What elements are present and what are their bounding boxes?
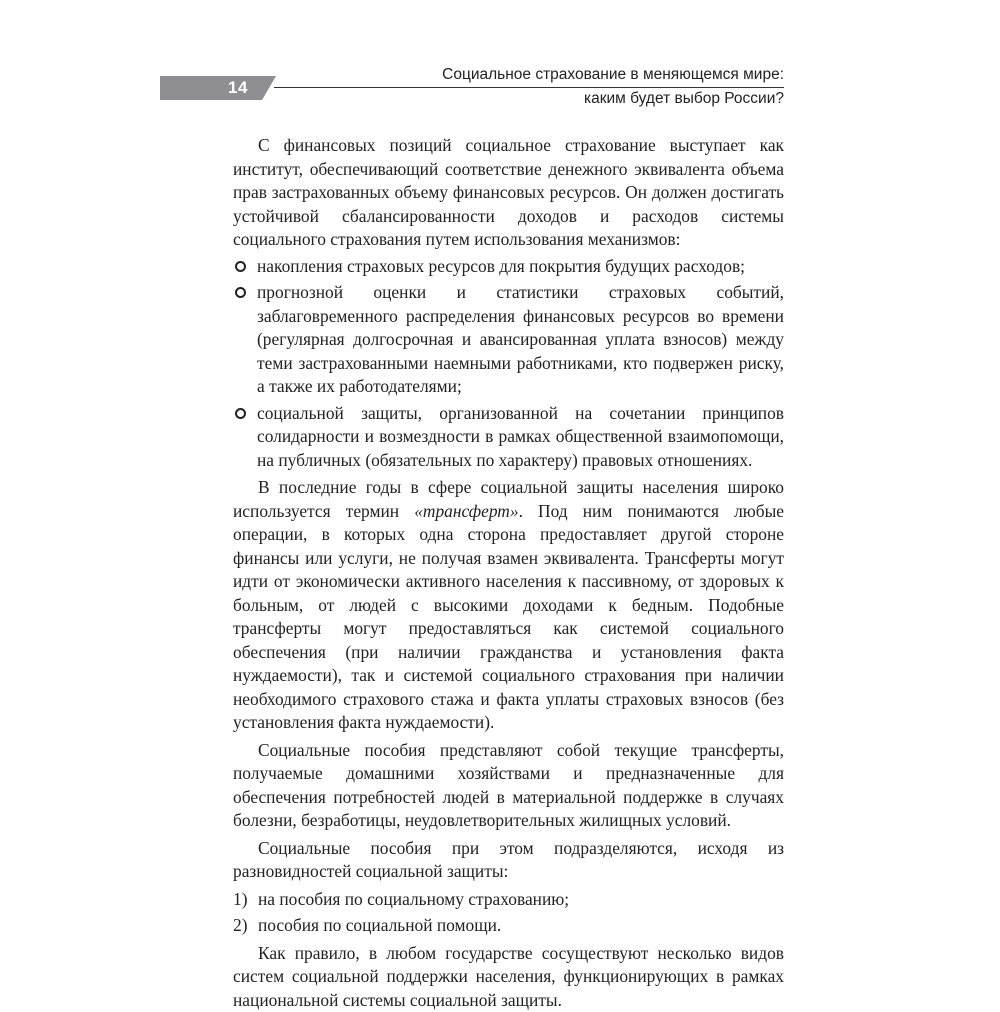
paragraph-transfer (233, 476, 784, 735)
circle-bullet-icon (235, 287, 246, 298)
bullet-item (233, 402, 784, 473)
paragraph-transfer-rest: . Под ним понимаются любые операции, в которых одна сторона предоставляет другой стороне финансы или услуги, не получая взамен эквивалента. Трансферты могут идти от экономически активного населения к пассивному, от здоровых к больным, от людей с высокими доходами к бедным. Подобные трансферты могут предоставляться как системой социального обеспечения (при наличии гражданства и установления факта нуждаемости), так и системой социального страхования при наличии необходимого страхового стажа и факта уплаты страховых взносов (без установления факта нуждаемости). (233, 501, 784, 733)
item-number: 1) (233, 888, 258, 912)
running-head-line-1: Социальное страхование в меняющемся мире: (442, 63, 784, 87)
paragraph-conclusion: Как правило, в любом государстве сосуществуют несколько видов систем социальной поддержки населения, функционирующих в рамках национальной системы социальной защиты. (233, 942, 784, 1012)
running-head (442, 63, 784, 111)
page-number-tab (160, 76, 276, 100)
page-body (233, 134, 784, 1012)
bullet-text: накопления страховых ресурсов для покрытия будущих расходов; (257, 256, 745, 276)
bullet-text: прогнозной оценки и статистики страховых событий, заблаговременного распределения финансовых ресурсов во времени (регулярная долгосрочная и авансированная уплата взносов) между теми застрахованными наемными работниками, кто подвержен риску, а также их работодателями; (257, 282, 784, 396)
item-text: на пособия по социальному страхованию; (258, 888, 569, 912)
bullet-text: социальной защиты, организованной на сочетании принципов солидарности и возмездности в рамках общественной взаимопомощи, на публичных (обязательных по характеру) правовых отношениях. (257, 403, 784, 470)
paragraph-benefit-types: Социальные пособия при этом подразделяются, исходя из разновидностей социальной защиты: (233, 837, 784, 884)
page-number: 14 (228, 76, 248, 100)
numbered-list (233, 888, 784, 938)
numbered-item (233, 888, 784, 912)
bullet-list (233, 255, 784, 473)
running-head-line-2: каким будет выбор России? (442, 87, 784, 111)
numbered-item (233, 914, 784, 938)
bullet-item (233, 281, 784, 399)
item-text: пособия по социальной помощи. (258, 914, 501, 938)
bullet-item (233, 255, 784, 279)
paragraph-benefits: Социальные пособия представляют собой текущие трансферты, получаемые домашними хозяйствами и предназначенные для обеспечения потребностей людей в материальной поддержке в случаях болезни, безработицы, неудовлетворительных жилищных условий. (233, 739, 784, 833)
item-number: 2) (233, 914, 258, 938)
term-transfer: «трансферт» (414, 501, 518, 521)
circle-bullet-icon (235, 261, 246, 272)
paragraph-transfer-lead: В последние годы в сфере социальной защиты населения широко используется термин (233, 477, 784, 521)
circle-bullet-icon (235, 408, 246, 419)
paragraph-intro: С финансовых позиций социальное страхование выступает как институт, обеспечивающий соответствие денежного эквивалента объема прав застрахованных объему финансовых ресурсов. Он должен достигать устойчивой сбалансированности доходов и расходов системы социального страхования путем использования механизмов: (233, 134, 784, 252)
